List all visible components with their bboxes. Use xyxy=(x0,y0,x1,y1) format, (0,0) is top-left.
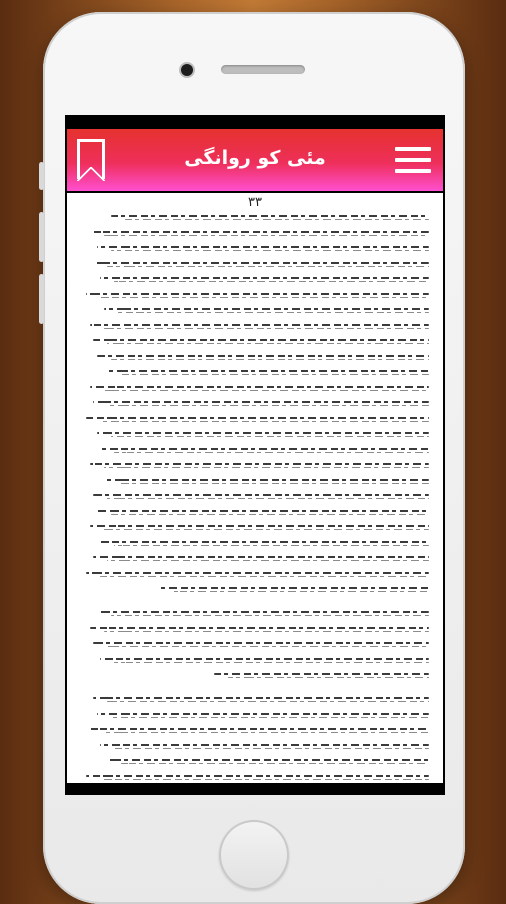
handwritten-line-stroke xyxy=(104,732,429,733)
handwritten-line xyxy=(97,432,429,434)
handwritten-line-stroke xyxy=(114,452,429,453)
handwritten-line xyxy=(93,339,429,341)
handwritten-line xyxy=(104,308,429,310)
handwritten-line-stroke xyxy=(125,219,429,220)
handwritten-line-stroke xyxy=(100,421,429,422)
handwritten-line-stroke xyxy=(107,405,429,406)
handwritten-line xyxy=(93,401,429,403)
handwritten-line xyxy=(100,658,429,660)
handwritten-line-stroke xyxy=(100,297,429,298)
handwritten-line xyxy=(90,324,429,326)
handwritten-line xyxy=(93,262,429,264)
handwritten-line-stroke xyxy=(114,281,429,282)
handwritten-line-stroke xyxy=(104,529,429,530)
handwritten-line-stroke xyxy=(228,677,429,678)
handwritten-line xyxy=(90,525,429,527)
page-number: ۳۳ xyxy=(248,195,262,210)
handwritten-line-stroke xyxy=(100,576,429,577)
handwritten-line-stroke xyxy=(173,591,429,592)
handwritten-line-stroke xyxy=(107,701,429,702)
handwritten-line xyxy=(93,556,429,558)
handwritten-line xyxy=(97,713,429,715)
earpiece-speaker xyxy=(221,65,305,74)
handwritten-line-stroke xyxy=(118,312,429,313)
hamburger-menu-icon[interactable] xyxy=(395,143,431,177)
scanned-handwritten-text xyxy=(83,215,429,775)
home-button[interactable] xyxy=(219,820,289,890)
handwritten-line xyxy=(93,642,429,644)
handwritten-line xyxy=(97,611,429,613)
handwritten-line-stroke xyxy=(111,250,429,251)
handwritten-line xyxy=(93,494,429,496)
handwritten-line-stroke xyxy=(111,359,429,360)
handwritten-line-stroke xyxy=(104,467,429,468)
handwritten-line-stroke xyxy=(111,615,429,616)
handwritten-line xyxy=(97,246,429,248)
handwritten-line-stroke xyxy=(104,390,429,391)
handwritten-line-stroke xyxy=(111,436,429,437)
handwritten-line xyxy=(93,697,429,699)
volume-down-button xyxy=(39,274,44,324)
handwritten-line-stroke xyxy=(107,498,429,499)
handwritten-line xyxy=(90,463,429,465)
handwritten-line xyxy=(107,370,429,372)
handwritten-line-stroke xyxy=(107,343,429,344)
handwritten-line-stroke xyxy=(121,374,429,375)
handwritten-line-stroke xyxy=(104,631,429,632)
handwritten-line-stroke xyxy=(107,560,429,561)
handwritten-line-stroke xyxy=(104,235,429,236)
handwritten-line xyxy=(97,355,429,357)
handwritten-line-stroke xyxy=(114,545,429,546)
handwritten-line xyxy=(100,277,429,279)
screen xyxy=(65,115,445,795)
phone-frame xyxy=(43,12,465,904)
handwritten-line xyxy=(90,231,429,233)
handwritten-line xyxy=(214,673,429,675)
handwritten-line xyxy=(97,510,429,512)
bookmark-icon[interactable] xyxy=(77,139,105,179)
handwritten-line xyxy=(86,572,429,574)
handwritten-line-stroke xyxy=(121,763,429,764)
handwritten-line xyxy=(111,215,429,217)
front-camera xyxy=(181,64,193,76)
mute-switch xyxy=(39,162,44,190)
handwritten-line xyxy=(100,744,429,746)
handwritten-line xyxy=(86,775,429,777)
handwritten-line xyxy=(90,728,429,730)
handwritten-line-stroke xyxy=(107,646,429,647)
handwritten-line-stroke xyxy=(111,514,429,515)
handwritten-line xyxy=(107,759,429,761)
handwritten-line-stroke xyxy=(100,779,429,780)
handwritten-line xyxy=(90,627,429,629)
handwritten-line xyxy=(90,386,429,388)
handwritten-line xyxy=(86,417,429,419)
handwritten-line xyxy=(104,479,429,481)
handwritten-line-stroke xyxy=(114,748,429,749)
book-page[interactable] xyxy=(67,193,443,783)
handwritten-line-stroke xyxy=(114,662,429,663)
handwritten-line-stroke xyxy=(104,328,429,329)
page-title: مئی کو روانگی xyxy=(184,147,326,169)
app-bar xyxy=(67,129,443,191)
handwritten-line xyxy=(86,293,429,295)
handwritten-line xyxy=(159,587,429,589)
volume-up-button xyxy=(39,212,44,262)
handwritten-line-stroke xyxy=(111,717,429,718)
handwritten-line-stroke xyxy=(118,483,429,484)
handwritten-line xyxy=(100,541,429,543)
handwritten-line xyxy=(100,448,429,450)
handwritten-line-stroke xyxy=(107,266,429,267)
